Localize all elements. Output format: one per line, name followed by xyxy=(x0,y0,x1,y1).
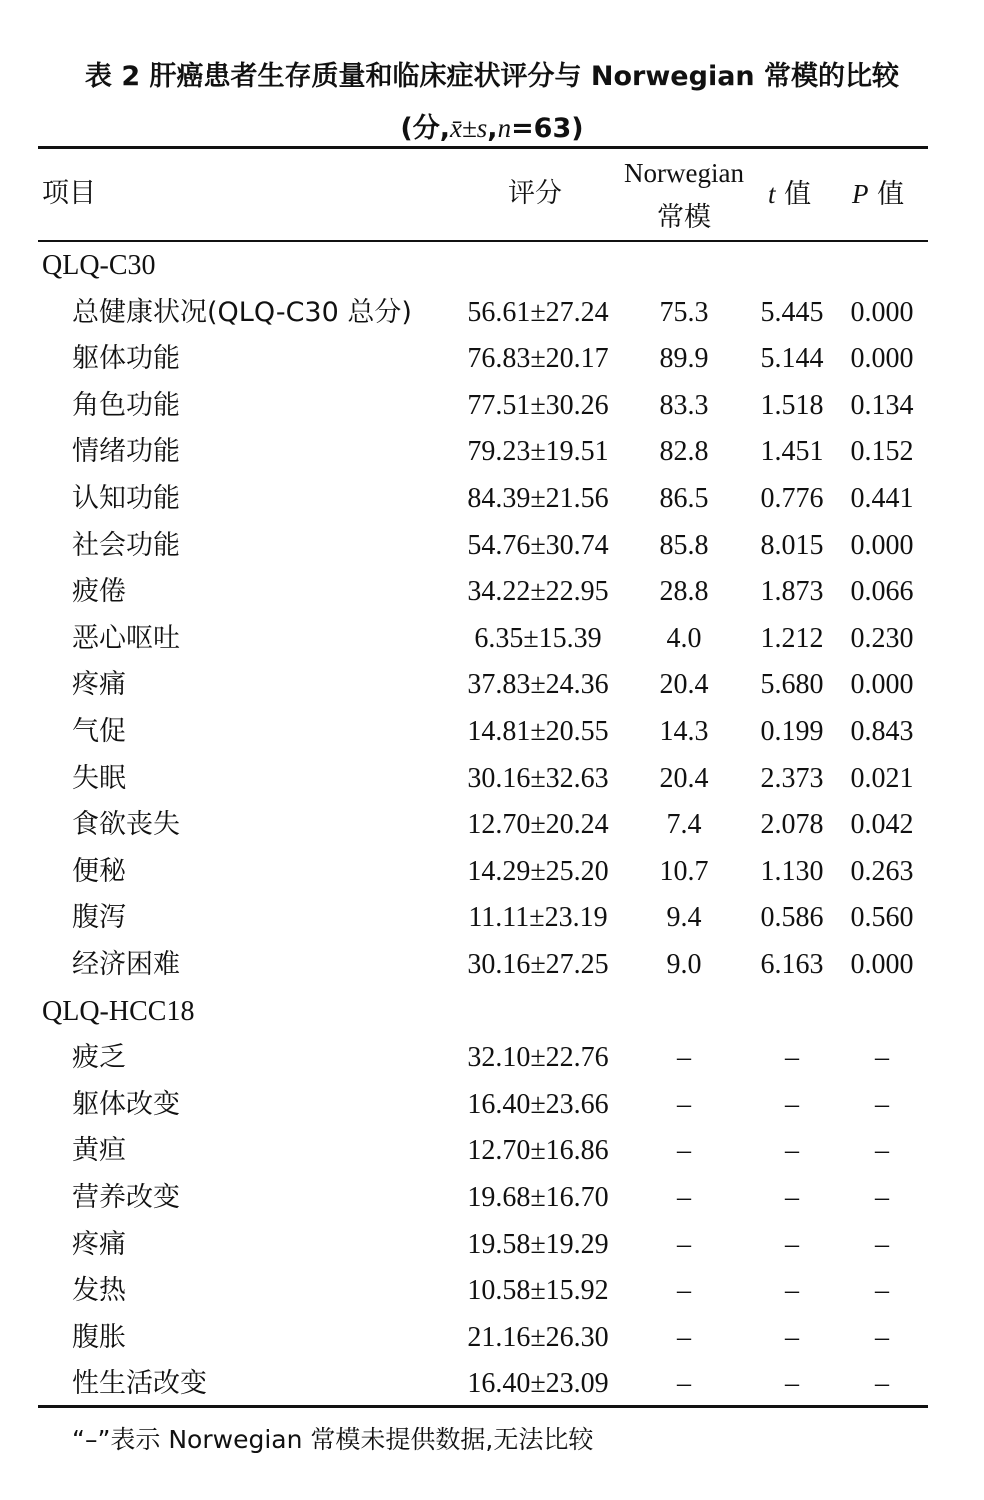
cell-t-value: 6.163 xyxy=(760,949,824,980)
cell-item: 认知功能 xyxy=(72,483,180,514)
table-top-rule xyxy=(38,146,928,149)
cell-norm: – xyxy=(677,1182,691,1213)
cell-norm: 28.8 xyxy=(659,576,709,608)
table-header-rule xyxy=(38,240,928,242)
cell-item: 黄疸 xyxy=(72,1135,126,1167)
header-t xyxy=(768,178,811,211)
cell-norm: – xyxy=(677,1368,691,1400)
cell-item: 总健康状况(QLQ-C30 总分) xyxy=(72,296,412,328)
cell-item: 便秘 xyxy=(72,855,126,887)
cell-p-value: – xyxy=(875,1275,889,1307)
cell-score: 56.61±27.24 xyxy=(467,296,609,328)
cell-p-value: 0.000 xyxy=(850,669,914,701)
section-label: QLQ-HCC18 xyxy=(42,995,195,1027)
cell-t-value: – xyxy=(785,1182,799,1213)
cell-item: 发热 xyxy=(72,1275,126,1307)
cell-p-value: 0.441 xyxy=(850,483,914,514)
cell-t-value: – xyxy=(785,1088,799,1120)
cell-score: 84.39±21.56 xyxy=(467,483,609,514)
cell-p-value: 0.263 xyxy=(850,855,914,887)
cell-norm: 20.4 xyxy=(659,669,709,701)
cell-t-value: 2.373 xyxy=(760,762,824,794)
header-norm-line2: 常模 xyxy=(657,202,711,233)
cell-norm: 10.7 xyxy=(659,855,709,887)
cell-p-value: 0.134 xyxy=(850,389,914,421)
cell-item: 疼痛 xyxy=(72,669,126,701)
cell-p-value: 0.042 xyxy=(850,809,914,841)
cell-p-value: 0.021 xyxy=(850,762,914,794)
cell-item: 经济困难 xyxy=(72,949,180,980)
cell-item: 躯体功能 xyxy=(72,343,180,375)
cell-p-value: 0.000 xyxy=(850,949,914,980)
cell-p-value: 0.066 xyxy=(850,576,914,608)
cell-t-value: 0.199 xyxy=(760,716,824,747)
header-p-symbol: P xyxy=(852,179,869,209)
cell-norm: 83.3 xyxy=(659,389,709,421)
cell-score: 6.35±15.39 xyxy=(474,622,602,654)
cell-score: 19.68±16.70 xyxy=(467,1182,609,1213)
cell-p-value: – xyxy=(875,1042,889,1074)
cell-t-value: 0.586 xyxy=(760,902,824,934)
cell-norm: – xyxy=(677,1321,691,1353)
header-t-symbol: t xyxy=(768,179,776,209)
table-subtitle xyxy=(0,106,984,145)
cell-norm: – xyxy=(677,1135,691,1167)
cell-p-value: – xyxy=(875,1321,889,1353)
cell-p-value: – xyxy=(875,1088,889,1120)
cell-score: 21.16±26.30 xyxy=(467,1321,609,1353)
table-footnote: “–”表示 Norwegian 常模未提供数据,无法比较 xyxy=(72,1425,594,1454)
cell-norm: 14.3 xyxy=(659,716,709,747)
cell-t-value: 0.776 xyxy=(760,483,824,514)
cell-p-value: 0.843 xyxy=(850,716,914,747)
cell-item: 疼痛 xyxy=(72,1228,126,1260)
cell-norm: 20.4 xyxy=(659,762,709,794)
cell-norm: – xyxy=(677,1042,691,1074)
header-p xyxy=(852,178,904,211)
subtitle-n-value: =63) xyxy=(511,113,584,144)
cell-score: 76.83±20.17 xyxy=(467,343,609,375)
cell-item: 躯体改变 xyxy=(72,1088,180,1120)
subtitle-open: (分, xyxy=(400,113,450,144)
cell-t-value: – xyxy=(785,1321,799,1353)
subtitle-mean-symbol: x̄±s xyxy=(449,113,488,143)
cell-p-value: – xyxy=(875,1182,889,1213)
cell-score: 30.16±27.25 xyxy=(467,949,609,980)
cell-item: 恶心呕吐 xyxy=(72,622,180,654)
cell-t-value: 5.680 xyxy=(760,669,824,701)
cell-score: 30.16±32.63 xyxy=(467,762,609,794)
cell-p-value: 0.000 xyxy=(850,343,914,375)
cell-norm: 75.3 xyxy=(659,296,709,328)
cell-norm: 9.4 xyxy=(666,902,702,934)
cell-score: 77.51±30.26 xyxy=(467,389,609,421)
cell-score: 14.29±25.20 xyxy=(467,855,609,887)
table-title: 表 2 肝癌患者生存质量和临床症状评分与 Norwegian 常模的比较 xyxy=(84,61,900,92)
cell-p-value: 0.560 xyxy=(850,902,914,934)
cell-norm: – xyxy=(677,1088,691,1120)
cell-score: 12.70±16.86 xyxy=(467,1135,609,1167)
cell-score: 37.83±24.36 xyxy=(467,669,609,701)
cell-norm: 4.0 xyxy=(666,622,702,654)
cell-t-value: 1.130 xyxy=(760,855,824,887)
cell-item: 角色功能 xyxy=(72,389,180,421)
cell-score: 16.40±23.09 xyxy=(467,1368,609,1400)
cell-item: 性生活改变 xyxy=(72,1368,207,1400)
section-label: QLQ-C30 xyxy=(42,250,156,281)
table-bottom-rule xyxy=(38,1405,928,1408)
cell-t-value: – xyxy=(785,1368,799,1400)
header-score: 评分 xyxy=(508,178,562,209)
cell-t-value: 1.451 xyxy=(760,436,824,468)
header-item: 项目 xyxy=(42,178,96,209)
cell-score: 10.58±15.92 xyxy=(467,1275,609,1307)
subtitle-n-symbol: n xyxy=(497,113,512,143)
cell-t-value: 1.873 xyxy=(760,576,824,608)
cell-t-value: – xyxy=(785,1275,799,1307)
cell-p-value: 0.152 xyxy=(850,436,914,468)
cell-t-value: 2.078 xyxy=(760,809,824,841)
cell-score: 16.40±23.66 xyxy=(467,1088,609,1120)
cell-item: 营养改变 xyxy=(72,1182,180,1213)
cell-norm: – xyxy=(677,1228,691,1260)
cell-item: 情绪功能 xyxy=(72,436,180,468)
cell-t-value: – xyxy=(785,1135,799,1167)
cell-score: 19.58±19.29 xyxy=(467,1228,609,1260)
cell-score: 12.70±20.24 xyxy=(467,809,609,841)
cell-t-value: – xyxy=(785,1042,799,1074)
header-t-word: 值 xyxy=(784,179,812,210)
cell-score: 11.11±23.19 xyxy=(468,902,608,934)
cell-item: 疲乏 xyxy=(72,1042,126,1074)
cell-item: 失眠 xyxy=(72,762,126,794)
cell-p-value: 0.000 xyxy=(850,296,914,328)
cell-score: 79.23±19.51 xyxy=(467,436,609,468)
cell-norm: – xyxy=(677,1275,691,1307)
header-norm-line1: Norwegian xyxy=(624,158,744,188)
cell-p-value: – xyxy=(875,1135,889,1167)
subtitle-separator: , xyxy=(487,113,498,144)
cell-item: 社会功能 xyxy=(72,529,180,561)
cell-norm: 82.8 xyxy=(659,436,709,468)
cell-p-value: – xyxy=(875,1228,889,1260)
cell-score: 14.81±20.55 xyxy=(467,716,609,747)
cell-t-value: 5.445 xyxy=(760,296,824,328)
cell-item: 腹泻 xyxy=(72,902,126,934)
cell-t-value: 1.212 xyxy=(760,622,824,654)
cell-item: 食欲丧失 xyxy=(72,809,180,841)
cell-norm: 86.5 xyxy=(659,483,709,514)
cell-item: 疲倦 xyxy=(72,576,126,608)
cell-t-value: 5.144 xyxy=(760,343,824,375)
cell-t-value: 8.015 xyxy=(760,529,824,561)
header-p-word: 值 xyxy=(877,179,905,210)
cell-norm: 85.8 xyxy=(659,529,709,561)
cell-score: 54.76±30.74 xyxy=(467,529,609,561)
cell-t-value: – xyxy=(785,1228,799,1260)
cell-t-value: 1.518 xyxy=(760,389,824,421)
cell-norm: 89.9 xyxy=(659,343,709,375)
cell-item: 腹胀 xyxy=(72,1321,126,1353)
cell-item: 气促 xyxy=(72,716,126,747)
cell-score: 34.22±22.95 xyxy=(467,576,609,608)
cell-norm: 7.4 xyxy=(666,809,702,841)
cell-p-value: 0.000 xyxy=(850,529,914,561)
cell-p-value: 0.230 xyxy=(850,622,914,654)
cell-norm: 9.0 xyxy=(666,949,702,980)
cell-score: 32.10±22.76 xyxy=(467,1042,609,1074)
cell-p-value: – xyxy=(875,1368,889,1400)
